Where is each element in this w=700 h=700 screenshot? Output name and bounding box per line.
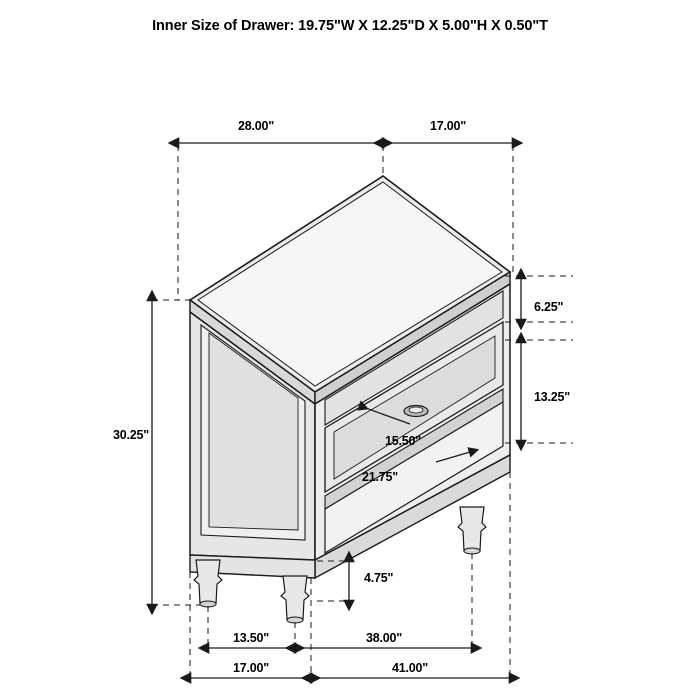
dimension-label-bottom-right-outer: 41.00" xyxy=(391,661,429,675)
leg-front-right xyxy=(458,507,486,554)
dimension-label-top-left: 28.00" xyxy=(237,119,275,133)
dimension-label-right-upper: 6.25" xyxy=(534,300,564,314)
leg-front-center xyxy=(281,576,309,623)
dimension-label-inner-lower: 21.75" xyxy=(362,470,399,484)
dimension-label-leg-height: 4.75" xyxy=(364,571,394,585)
dimension-label-top-right: 17.00" xyxy=(429,119,467,133)
dimension-label-left-height: 30.25" xyxy=(113,428,150,442)
dimension-label-inner-upper: 15.50" xyxy=(385,434,422,448)
dimension-label-bottom-right-inner: 38.00" xyxy=(365,631,403,645)
dimension-label-right-lower: 13.25" xyxy=(534,390,571,404)
page-title: Inner Size of Drawer: 19.75"W X 12.25"D X 5.00"H X 0.50"T xyxy=(152,18,548,34)
furniture-body xyxy=(190,176,510,623)
leg-front-left xyxy=(194,560,222,607)
dimension-label-bottom-left-outer: 17.00" xyxy=(232,661,270,675)
dimension-label-bottom-left-inner: 13.50" xyxy=(232,631,270,645)
